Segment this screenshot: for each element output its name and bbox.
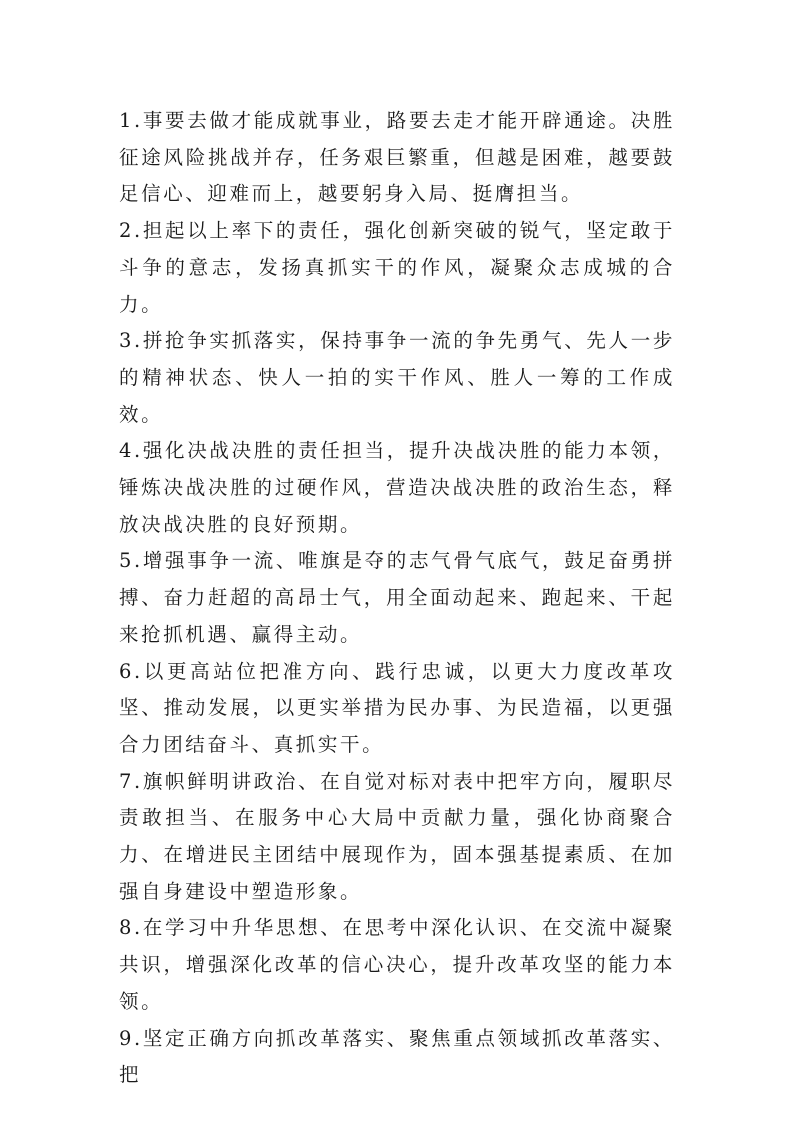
paragraph-3: 3.拼抢争实抓落实，保持事争一流的争先勇气、先人一步的精神状态、快人一拍的实干作风、胜人一筹的工作成效。 — [119, 329, 675, 426]
paragraph-5: 5.增强事争一流、唯旗是夺的志气骨气底气，鼓足奋勇拼搏、奋力赶超的高昂士气，用全面动起来、跑起来、干起来抢抓机遇、赢得主动。 — [119, 549, 675, 646]
paragraph-9: 9.坚定正确方向抓改革落实、聚焦重点领域抓改革落实、把 — [119, 1026, 675, 1087]
document-body — [119, 103, 675, 1094]
paragraph-8: 8.在学习中升华思想、在思考中深化认识、在交流中凝聚共识，增强深化改革的信心决心，提升改革攻坚的能力本领。 — [119, 916, 675, 1013]
paragraph-2: 2.担起以上率下的责任，强化创新突破的锐气，坚定敢于斗争的意志，发扬真抓实干的作风，凝聚众志成城的合力。 — [119, 219, 675, 316]
paragraph-7: 7.旗帜鲜明讲政治、在自觉对标对表中把牢方向，履职尽责敢担当、在服务中心大局中贡献力量，强化协商聚合力、在增进民主团结中展现作为，固本强基提素质、在加强自身建设中塑造形象。 — [119, 769, 675, 903]
paragraph-6: 6.以更高站位把准方向、践行忠诚，以更大力度改革攻坚、推动发展，以更实举措为民办事、为民造福，以更强合力团结奋斗、真抓实干。 — [119, 659, 675, 756]
paragraph-4: 4.强化决战决胜的责任担当，提升决战决胜的能力本领，锤炼决战决胜的过硬作风，营造决战决胜的政治生态，释放决战决胜的良好预期。 — [119, 439, 675, 536]
paragraph-1: 1.事要去做才能成就事业，路要去走才能开辟通途。决胜征途风险挑战并存，任务艰巨繁重，但越是困难，越要鼓足信心、迎难而上，越要躬身入局、挺膺担当。 — [119, 109, 675, 206]
